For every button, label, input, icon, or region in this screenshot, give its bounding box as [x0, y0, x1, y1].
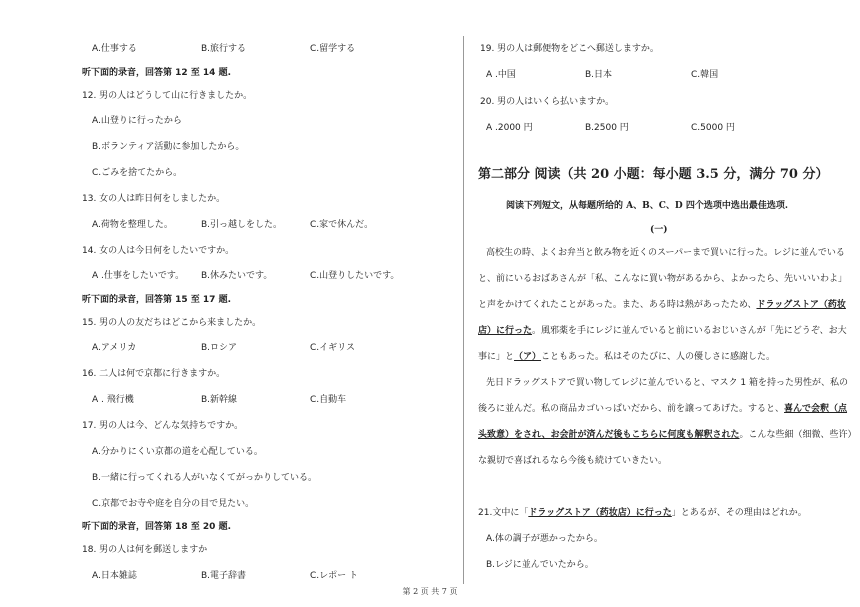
q12-text: 12. 男の人はどうして山に行きましたか。: [82, 91, 253, 101]
q14-text: 14. 女の人は今日何をしたいですか。: [82, 246, 235, 256]
passage-line-8: 头致意）をされ、お会計が済んだ後もこちらに何度も解釈された。こんな些細（细微、些许）: [478, 430, 857, 440]
q19-option-c: C.韓国: [691, 70, 719, 80]
q14-option-c: C.山登りしたいです。: [310, 271, 400, 281]
passage-label: (一): [650, 225, 668, 235]
column-divider: [463, 36, 464, 584]
q16-text: 16. 二人は何で京都に行きますか。: [82, 369, 226, 379]
instruction-18-20: 听下面的录音，回答第 18 至 20 题.: [82, 522, 232, 532]
q12-option-b: B.ボランティア活動に参加したから。: [92, 142, 245, 152]
underlined-phrase-drugstore: ドラッグストア（药妆: [756, 300, 846, 310]
page-footer: 第 2 页 共 7 页: [402, 587, 458, 596]
q20-text: 20. 男の人はいくら払いますか。: [480, 97, 615, 107]
q11-option-a: A.仕事する: [92, 44, 137, 54]
section2-title: 第二部分 阅读（共 20 小题：每小题 3.5 分，满分 70 分）: [478, 167, 829, 182]
q15-option-b: B.ロシア: [201, 343, 238, 353]
q15-option-c: C.イギリス: [310, 343, 355, 353]
q12-option-a: A.山登りに行ったから: [92, 116, 182, 126]
q18-option-b: B.電子辞書: [201, 571, 247, 581]
q12-option-c: C.ごみを捨てたから。: [92, 168, 183, 178]
underlined-phrase-bow: 喜んで会釈（点: [784, 404, 848, 414]
passage-line-7: 後ろに並んだ。私の商品カゴいっぱいだから、前を譲ってあげた。すると、喜んで会釈（点: [478, 404, 848, 414]
q21-option-b: B.レジに並んでいたから。: [486, 560, 594, 570]
q19-option-a: A .中国: [486, 70, 516, 80]
section2-instruction: 阅读下列短文，从每题所给的 A、B、C、D 四个选项中选出最佳选项.: [506, 201, 788, 211]
q21-option-a: A.体の調子が悪かったから。: [486, 534, 603, 544]
q21-text: 21.文中に「ドラッグストア（药妆店）に行った」とあるが、その理由はどれか。: [478, 508, 807, 518]
q17-option-a: A.分かりにくい京都の道を心配している。: [92, 447, 263, 457]
q16-option-c: C.自動车: [310, 395, 347, 405]
passage-line-4: 店）に行った。風邪薬を手にレジに並んでいると前にいるおじいさんが「先にどうぞ、お大: [478, 326, 847, 336]
passage-line-1: 高校生の時、よくお弁当と飲み物を近くのスーパーまで買いに行った。レジに並んでいる: [486, 248, 845, 258]
q20-option-b: B.2500 円: [585, 123, 629, 133]
q14-option-b: B.休みたいです。: [201, 271, 273, 281]
q13-option-b: B.引っ越しをした。: [201, 220, 283, 230]
q13-option-c: C.家で休んだ。: [310, 220, 374, 230]
passage-line-5: 事に」と（ア）こともあった。私はそのたびに、人の優しさに感謝した。: [478, 352, 775, 362]
q19-text: 19. 男の人は郵便物をどこへ郵送しますか。: [480, 44, 659, 54]
passage-line-2: と、前にいるおばあさんが「私、こんなに買い物があるから、よかったら、先いいいわよ」: [478, 274, 848, 284]
q13-text: 13. 女の人は昨日何をしましたか。: [82, 194, 226, 204]
q11-option-c: C.留学する: [310, 44, 356, 54]
passage-line-6: 先日ドラッグストアで買い物してレジに並んでいると、マスク 1 箱を持った男性が、私の: [486, 378, 848, 388]
passage-line-9: な親切で喜ばれるなら今後も続けていきたい。: [478, 456, 668, 466]
q17-option-b: B.一緒に行ってくれる人がいなくてがっかりしている。: [92, 473, 318, 483]
q16-option-b: B.新幹線: [201, 395, 238, 405]
q18-text: 18. 男の人は何を郵送しますか: [82, 545, 208, 555]
q20-option-a: A .2000 円: [486, 123, 533, 133]
blank-a: （ア）: [514, 352, 542, 362]
passage-line-3: と声をかけてくれたことがあった。また、ある時は熱があったため、ドラッグストア（药妆: [478, 300, 846, 310]
q17-text: 17. 男の人は今、どんな気持ちですか。: [82, 421, 244, 431]
q20-option-c: C.5000 円: [691, 123, 735, 133]
instruction-12-14: 听下面的录音，回答第 12 至 14 题.: [82, 68, 232, 78]
q14-option-a: A .仕事をしたいです。: [92, 271, 185, 281]
instruction-15-17: 听下面的录音，回答第 15 至 17 题.: [82, 295, 232, 305]
q15-option-a: A.アメリカ: [92, 343, 137, 353]
q18-option-c: C.レポー ト: [310, 571, 359, 581]
q11-option-b: B.旅行する: [201, 44, 247, 54]
q17-option-c: C.京都でお寺や庭を自分の目で見たい。: [92, 499, 255, 509]
q19-option-b: B.日本: [585, 70, 613, 80]
q16-option-a: A . 飛行機: [92, 395, 134, 405]
q15-text: 15. 男の人の友だちはどこから来ましたか。: [82, 318, 262, 328]
q13-option-a: A.荷物を整理した。: [92, 220, 173, 230]
q18-option-a: A.日本雑誌: [92, 571, 137, 581]
